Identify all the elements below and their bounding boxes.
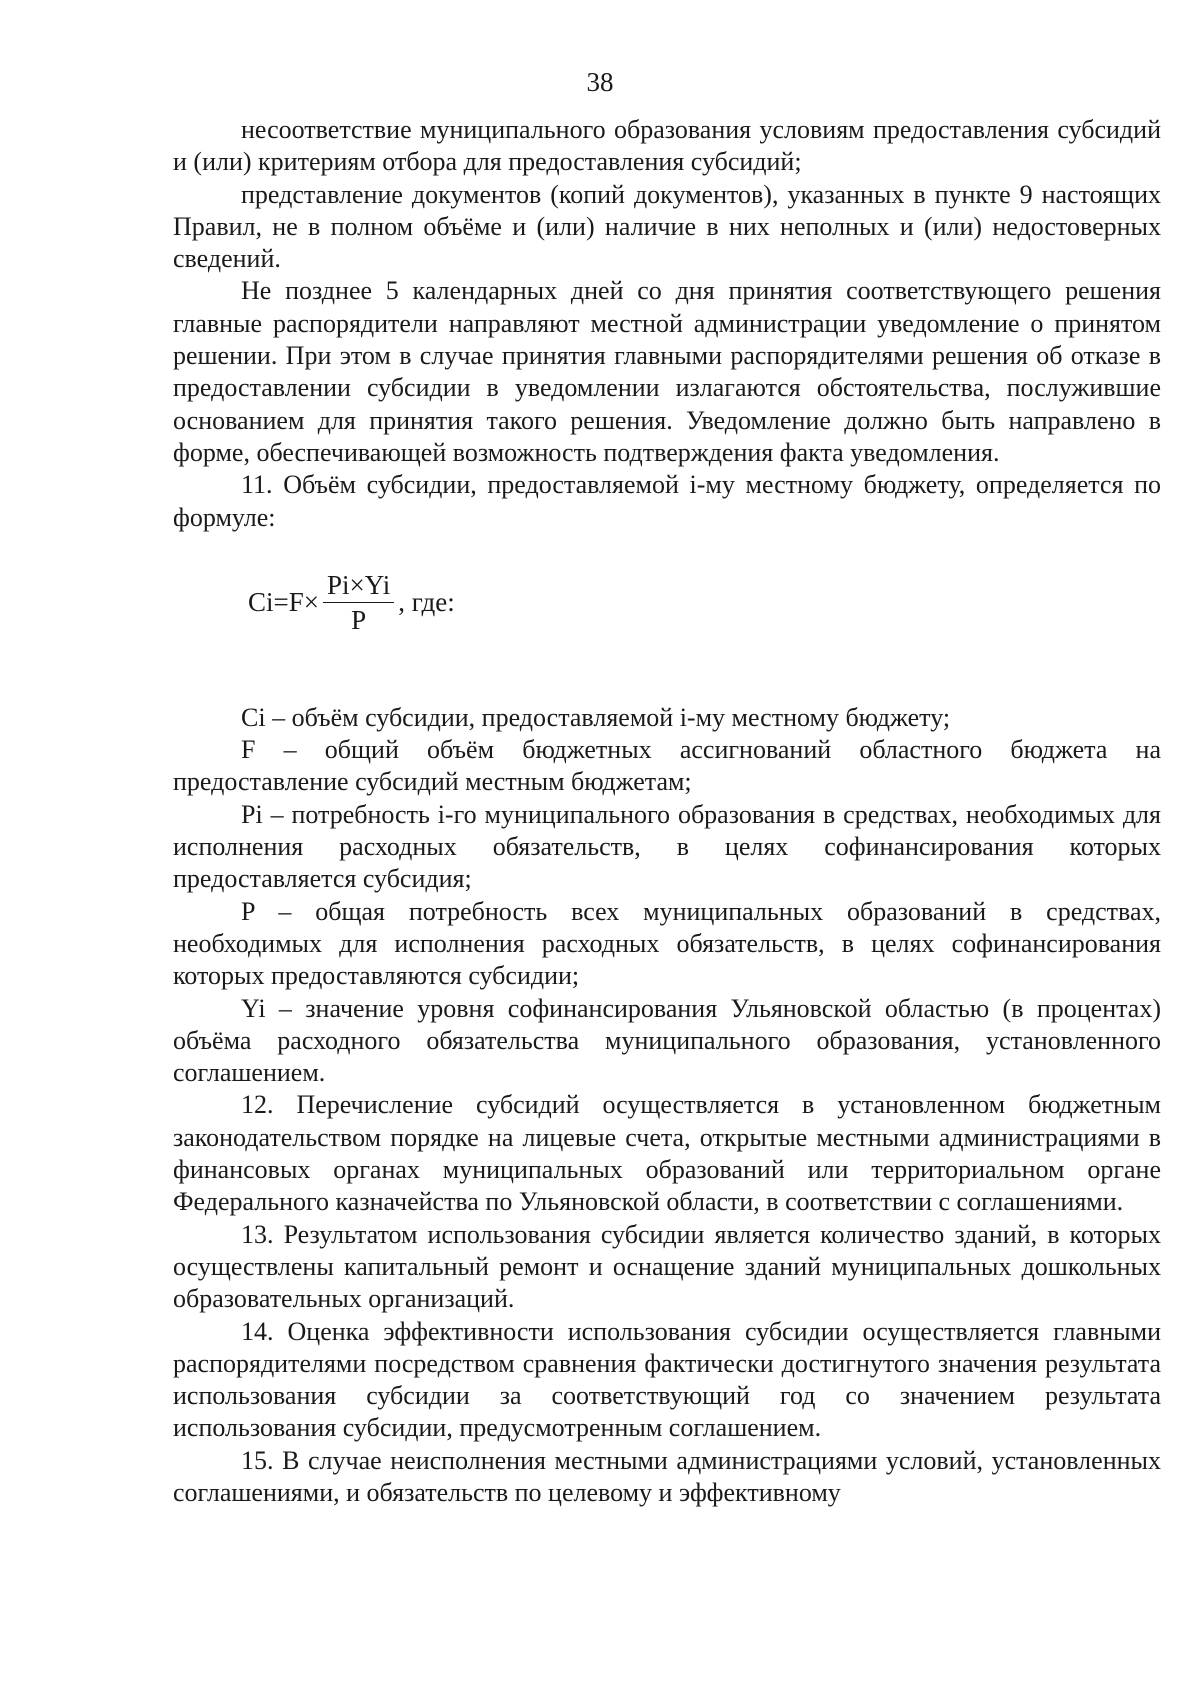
paragraph: 12. Перечисление субсидий осуществляется в установленном бюджетным законодательством порядке на лицевые счета, открытые местными администрациями в финансовых органах муниципальных образований или территориальном органе Федерального казначейства по Ульяновской области, в соответствии с соглашениями.: [173, 1090, 1161, 1217]
page-number: 38: [586, 67, 614, 97]
paragraph: Pi – потребность i-го муниципального образования в средствах, необходимых для исполнения расходных обязательств, в целях софинансирования которых предоставляется субсидия;: [173, 799, 1161, 894]
formula-suffix: , где:: [398, 587, 455, 618]
formula-numerator: Pi×Yi: [326, 569, 391, 600]
paragraphs-after-formula: [173, 702, 1161, 1509]
paragraph: 15. В случае неисполнения местными администрациями условий, установленных соглашениями, и обязательств по целевому и эффективному: [173, 1445, 1161, 1507]
paragraph: P – общая потребность всех муниципальных образований в средствах, необходимых для исполнения расходных обязательств, в целях софинансирования которых предоставляются субсидии;: [173, 896, 1161, 991]
document-body: [173, 114, 1161, 1509]
paragraph: 14. Оценка эффективности использования субсидии осуществляется главными распорядителями посредством сравнения фактически достигнутого значения результата использования субсидии за соответствующий год со значением результата использования субсидии, предусмотренным соглашением.: [173, 1316, 1161, 1443]
paragraph: Ci – объём субсидии, предоставляемой i-му местному бюджету;: [241, 702, 951, 732]
paragraph: представление документов (копий документов), указанных в пункте 9 настоящих Правил, не в полном объёме и (или) наличие в них неполных и (или) недостоверных сведений.: [173, 179, 1161, 274]
formula-block: [173, 534, 1161, 702]
formula-lhs: Ci=F×: [248, 587, 319, 618]
paragraph: F – общий объём бюджетных ассигнований областного бюджета на предоставление субсидий местным бюджетам;: [173, 735, 1161, 797]
subsidy-formula: [248, 570, 455, 635]
formula-denominator: P: [351, 604, 367, 635]
formula-fraction: [323, 570, 394, 635]
paragraph: Не позднее 5 календарных дней со дня принятия соответствующего решения главные распорядители направляют местной администрации уведомление о принятом решении. При этом в случае принятия главными распорядителями решения об отказе в предоставлении субсидии в уведомлении излагаются обстоятельства, послужившие основанием для принятия такого решения. Уведомление должно быть направлено в форме, обеспечивающей возможность подтверждения факта уведомления.: [173, 276, 1161, 467]
paragraph: несоответствие муниципального образования условиям предоставления субсидий и (или) критериям отбора для предоставления субсидий;: [173, 115, 1161, 177]
paragraph: Yi – значение уровня софинансирования Ульяновской областью (в процентах) объёма расходного обязательства муниципального образования, установленного соглашением.: [173, 993, 1161, 1088]
paragraph: 11. Объём субсидии, предоставляемой i-му местному бюджету, определяется по формуле:: [173, 470, 1161, 532]
paragraphs-before-formula: [173, 114, 1161, 534]
paragraph: 13. Результатом использования субсидии является количество зданий, в которых осуществлены капитальный ремонт и оснащение зданий муниципальных дошкольных образовательных организаций.: [173, 1219, 1161, 1314]
